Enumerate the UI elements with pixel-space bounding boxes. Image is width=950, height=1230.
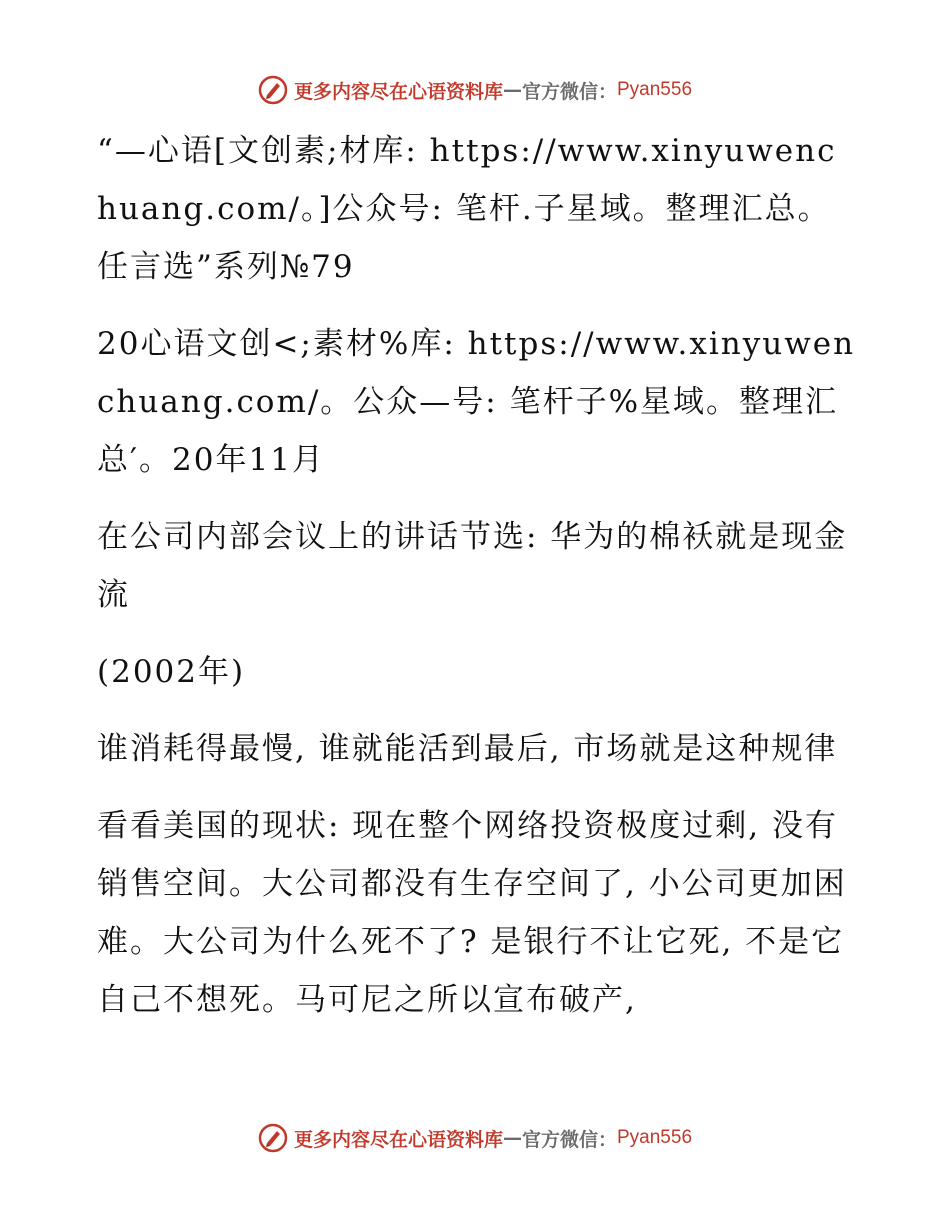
header-handle: Pyan556 bbox=[617, 79, 693, 100]
footer-separator: — bbox=[502, 1127, 522, 1149]
paragraph-source-note: “—心语[文创素;材库: https://www.xinyuwenchuang.com/。]公众号: 笔杆.子星域。整理汇总。任言选”系列№79 bbox=[97, 133, 837, 285]
header-official-text: 官方微信： bbox=[521, 80, 617, 103]
header-brand-text: 更多内容尽在心语资料库 bbox=[293, 80, 503, 103]
paragraph-year: (2002年) bbox=[97, 654, 246, 690]
footer-handle: Pyan556 bbox=[617, 1127, 693, 1148]
brand-logo-icon bbox=[258, 75, 288, 105]
footer-banner bbox=[0, 1118, 950, 1158]
brand-logo-icon bbox=[258, 1123, 288, 1153]
document-body bbox=[97, 122, 857, 1048]
header-separator: — bbox=[502, 79, 522, 101]
paragraph-section-heading: 谁消耗得最慢, 谁就能活到最后, 市场就是这种规律 bbox=[97, 731, 838, 767]
paragraph-date-note: 20心语文创<;素材%库: https://www.xinyuwenchuang.com/。公众—号: 笔杆子%星域。整理汇总′。20年11月 bbox=[97, 326, 856, 478]
footer-official-text: 官方微信： bbox=[521, 1128, 617, 1151]
footer-brand-text: 更多内容尽在心语资料库 bbox=[293, 1128, 503, 1151]
paragraph-body: 看看美国的现状: 现在整个网络投资极度过剩, 没有销售空间。大公司都没有生存空间了, 小公司更加困难。大公司为什么死不了? 是银行不让它死, 不是它自己不想死。马可尼之所以宣布破产, bbox=[97, 808, 847, 1018]
header-banner bbox=[0, 70, 950, 110]
paragraph-speech-title: 在公司内部会议上的讲话节选: 华为的棉袄就是现金流 bbox=[97, 519, 848, 613]
